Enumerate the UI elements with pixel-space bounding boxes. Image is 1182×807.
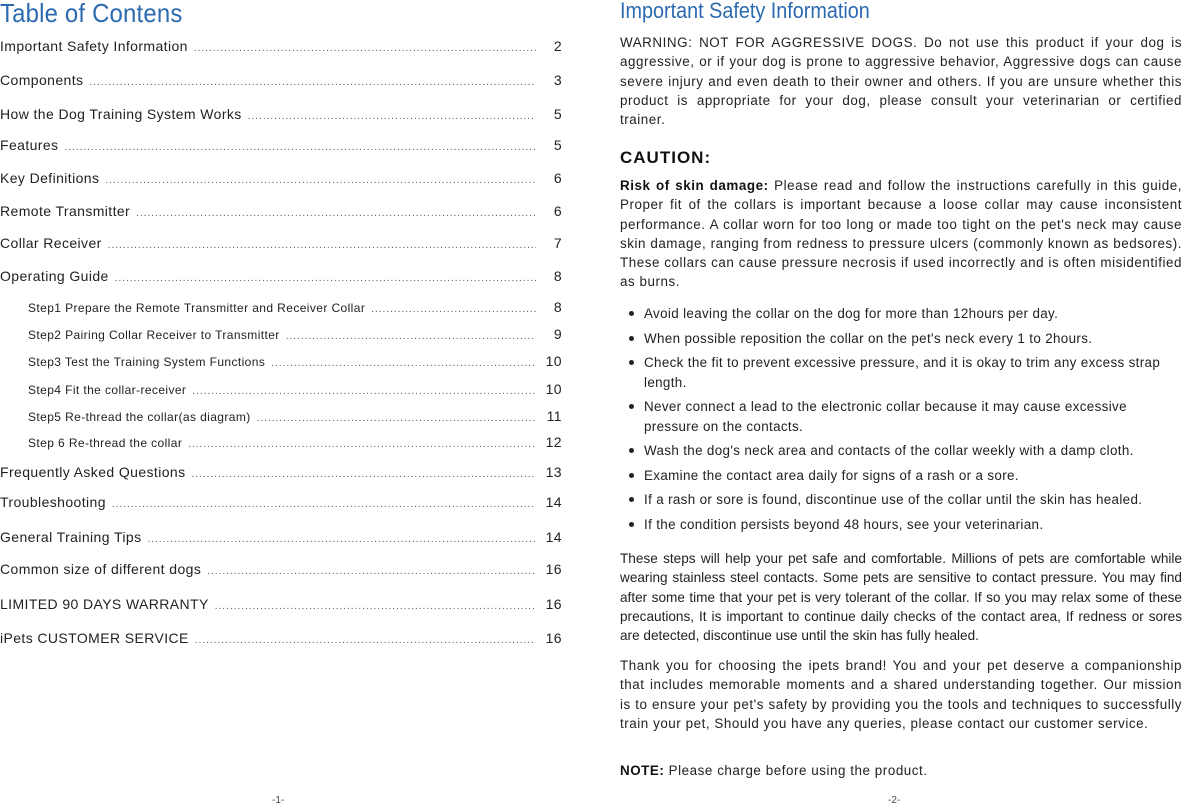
toc-entry[interactable]: Collar Receiver ..... 7 (0, 235, 562, 251)
warning-paragraph: WARNING: NOT FOR AGGRESSIVE DOGS. Do not use this product if your dog is aggressive, or if your dog is prone to aggressive behavior, Aggressive dogs can cause severe injury and even death to their owner and others. If you are unsure whether this product is appropriate for your dog, please consult your veterinarian or certified trainer. (620, 35, 1182, 128)
toc-entry[interactable]: Remote Transmitter ..... 6 (0, 203, 562, 219)
toc-leader-dots (248, 111, 536, 122)
caution-bullet-list (620, 304, 1182, 539)
toc-leader-dots (188, 439, 536, 450)
risk-text: Please read and follow the instructions carefully in this guide, Proper fit of the collars is important because a loose collar may cause inconsistent performance. A collar worn for too long or made too tight on the pet's neck may cause skin damage, ranging from redness to pressure ulcers (commonly known as bedsores). These collars can cause pressure necrosis if used incorrectly and is often misidentified as burns. (620, 178, 1182, 290)
toc-leader-dots (195, 635, 536, 646)
safety-page (620, 0, 1182, 807)
toc-leader-dots (112, 499, 536, 510)
bullet-item: If a rash or sore is found, discontinue use of the collar until the skin has healed. (620, 490, 1182, 510)
toc-entry[interactable]: LIMITED 90 DAYS WARRANTY ..... 16 (0, 596, 562, 612)
toc-leader-dots (64, 142, 536, 153)
toc-title: Table of Contens (0, 0, 183, 28)
page-number: -2- (888, 795, 901, 806)
note-label: NOTE: (620, 763, 665, 778)
toc-entry[interactable]: iPets CUSTOMER SERVICE ..... 16 (0, 630, 562, 646)
toc-leader-dots (194, 43, 536, 54)
toc-entry[interactable]: Troubleshooting ..... 14 (0, 494, 562, 510)
bullet-item: If the condition persists beyond 48 hours, see your veterinarian. (620, 515, 1182, 535)
toc-entry[interactable]: General Training Tips ..... 14 (0, 529, 562, 545)
bullet-item: Check the fit to prevent excessive pressure, and it is okay to trim any excess strap length. (620, 353, 1182, 392)
note-text: Please charge before using the product. (664, 763, 928, 778)
toc-page (0, 0, 570, 807)
toc-entry[interactable]: Important Safety Information ..... 2 (0, 38, 562, 54)
caution-heading: CAUTION: (620, 148, 712, 167)
toc-entry[interactable]: How the Dog Training System Works ..... 5 (0, 106, 562, 122)
steps-paragraph: These steps will help your pet safe and comfortable. Millions of pets are comfortable while wearing stainless steel contacts. Some pets are sensitive to contact pressure. You may find after some time that your pet is very tolerant of the collar. If so you may relax some of these precautions, It is important to continue daily checks of the contact area, If redness or sores are detected, discontinue use until the skin has fully healed. (620, 551, 1182, 644)
thanks-paragraph: Thank you for choosing the ipets brand! You and your pet deserve a companionship that includes memorable moments and a shared understanding together. Our mission is to ensure your pet's safety by providing you the tools and techniques to successfully train your pet, Should you have any queries, please contact our customer service. (620, 658, 1182, 731)
toc-subentry[interactable]: Step4 Fit the collar-receiver ..... 10 (28, 381, 562, 397)
toc-leader-dots (215, 601, 536, 612)
bullet-item: Wash the dog's neck area and contacts of the collar weekly with a damp cloth. (620, 441, 1182, 461)
toc-subentry[interactable]: Step3 Test the Training System Functions ..... 10 (28, 353, 562, 369)
section-title: Important Safety Information (620, 0, 870, 23)
toc-leader-dots (108, 240, 536, 251)
toc-leader-dots (115, 273, 536, 284)
toc-entry[interactable]: Components ..... 3 (0, 72, 562, 88)
toc-leader-dots (105, 175, 536, 186)
bullet-item: Never connect a lead to the electronic collar because it may cause excessive pressure on the contacts. (620, 397, 1182, 436)
toc-leader-dots (192, 469, 537, 480)
toc-entry[interactable]: Key Definitions ..... 6 (0, 170, 562, 186)
toc-entry[interactable]: Features ..... 5 (0, 137, 562, 153)
toc-entry[interactable]: Common size of different dogs ..... 16 (0, 561, 562, 577)
toc-leader-dots (271, 358, 536, 369)
bullet-item: When possible reposition the collar on the pet's neck every 1 to 2hours. (620, 329, 1182, 349)
toc-leader-dots (192, 386, 536, 397)
toc-subentry[interactable]: Step1 Prepare the Remote Transmitter and Receiver Collar ..... 8 (28, 299, 562, 315)
toc-leader-dots (147, 534, 536, 545)
toc-subentry[interactable]: Step 6 Re-thread the collar ..... 12 (28, 434, 562, 450)
toc-leader-dots (136, 208, 536, 219)
toc-entry[interactable]: Operating Guide ..... 8 (0, 268, 562, 284)
toc-subentry[interactable]: Step2 Pairing Collar Receiver to Transmitter ..... 9 (28, 326, 562, 342)
toc-leader-dots (257, 413, 536, 424)
bullet-item: Examine the contact area daily for signs of a rash or a sore. (620, 466, 1182, 486)
page-number: -1- (272, 795, 285, 806)
toc-leader-dots (371, 304, 536, 315)
toc-leader-dots (89, 77, 536, 88)
toc-subentry[interactable]: Step5 Re-thread the collar(as diagram) ..... 11 (28, 408, 562, 424)
note-paragraph (620, 761, 1182, 780)
toc-leader-dots (286, 331, 536, 342)
toc-entry[interactable]: Frequently Asked Questions ..... 13 (0, 464, 562, 480)
risk-label: Risk of skin damage: (620, 178, 769, 193)
risk-paragraph (620, 176, 1182, 292)
toc-leader-dots (207, 566, 536, 577)
bullet-item: Avoid leaving the collar on the dog for more than 12hours per day. (620, 304, 1182, 324)
